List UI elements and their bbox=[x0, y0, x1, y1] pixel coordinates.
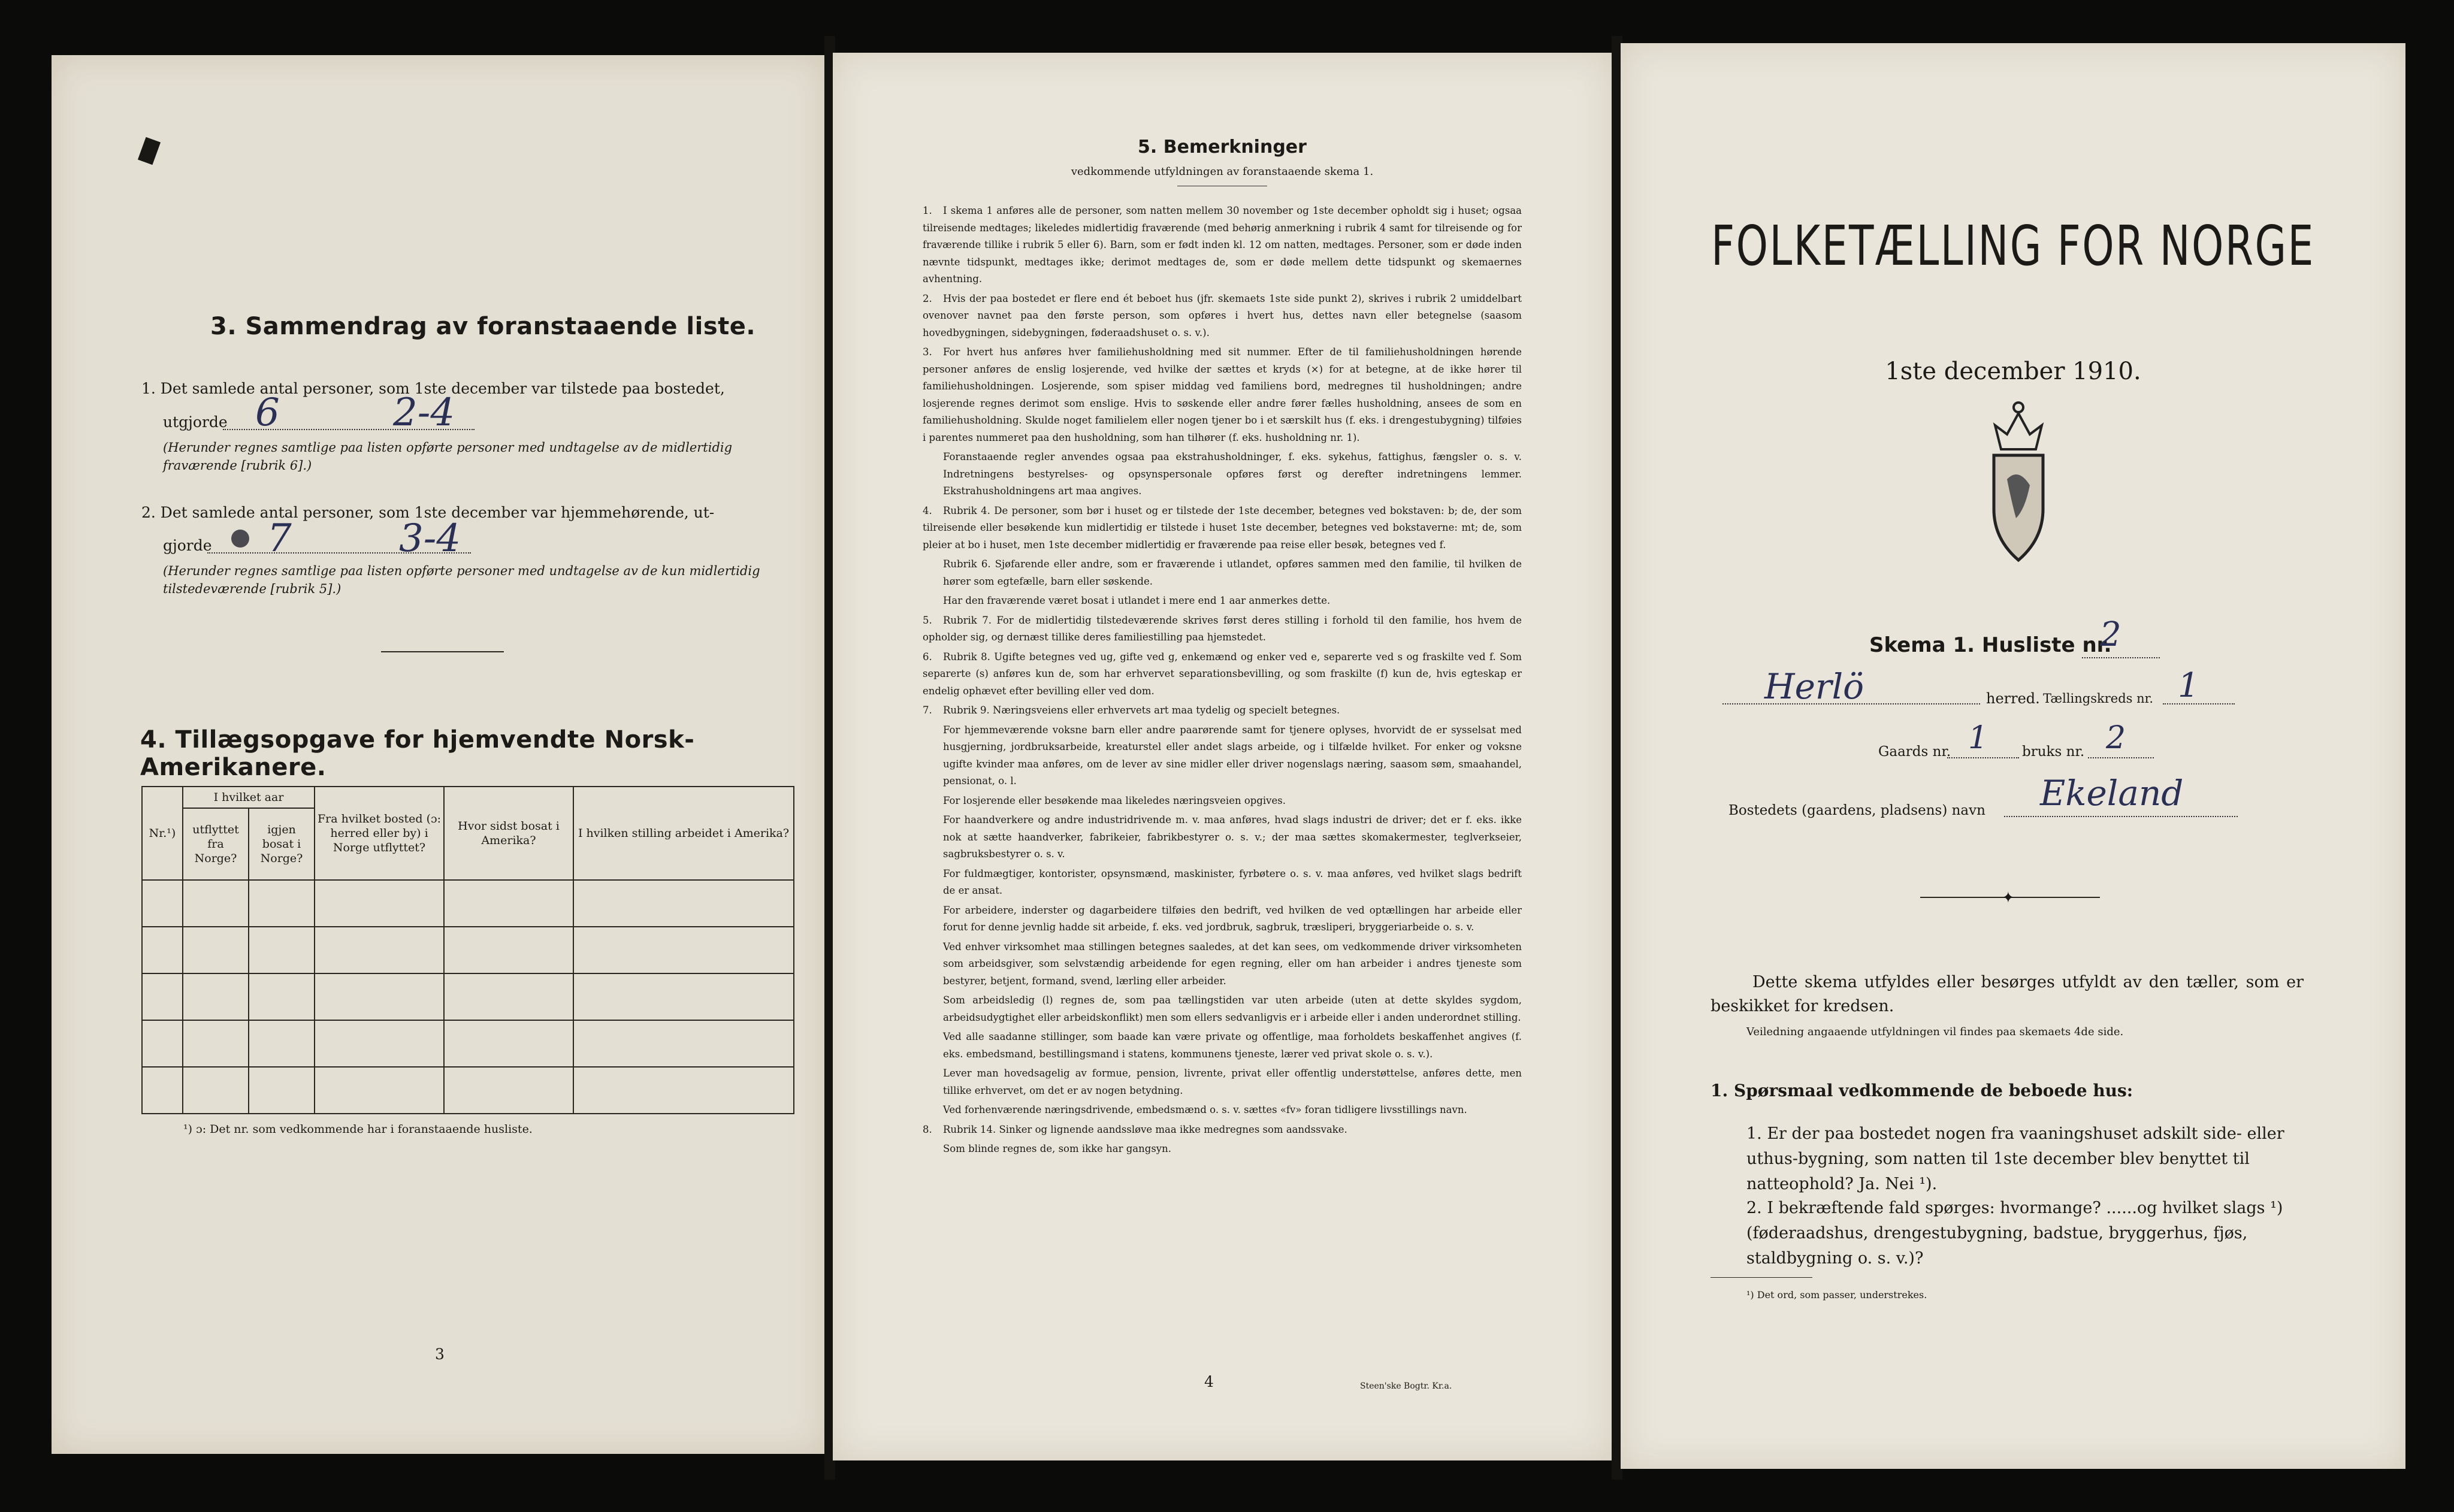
bemerkninger-subtitle: vedkommende utfyldningen av foranstaaende skema 1. bbox=[1071, 165, 1374, 178]
bosted-line bbox=[2004, 816, 2238, 817]
bemerkninger-list bbox=[923, 202, 1522, 1160]
col-stilling: I hvilken stilling arbeidet i Amerika? bbox=[573, 787, 794, 880]
paragraph-text: Ved enhver virksomhet maa stillingen betegnes saaledes, at det kan sees, om vedkommende driver virksomheten som arbeidsgiver, som selvstændig arbeidende for egen regning, eller om han arbeider i andres tjeneste som bestyrer, betjent, formand, svend, lærling eller arbeider. bbox=[943, 941, 1522, 987]
bemerkninger-title: 5. Bemerkninger bbox=[1138, 137, 1307, 158]
page-4 bbox=[833, 53, 1612, 1460]
paragraph-text: Ved forhenværende næringsdrivende, embedsmænd o. s. v. sættes «fv» foran tidligere livsstillings navn. bbox=[943, 1104, 1467, 1115]
divider bbox=[381, 651, 504, 652]
item2-text: 2. Det samlede antal personer, som 1ste december var hjemmehørende, ut- bbox=[141, 504, 715, 521]
paragraph-text: For haandverkere og andre industridrivende m. v. maa anføres, hvad slags industri de driver; det er f. eks. ikke nok at sætte haandverker, fabrikeier, fabrikbestyrer o. s. v.; der maa sættes skomakermester, teglverkseier, sagbruksbestyrer o. s. v. bbox=[943, 814, 1522, 860]
item1-hand-value2: 2-4 bbox=[393, 391, 455, 435]
table-row bbox=[142, 880, 794, 927]
col-utflyttet: utflyttet fra Norge? bbox=[183, 808, 249, 880]
intro-text: Dette skema utfyldes eller besørges utfyldt av den tæller, som er beskikket for kredsen. bbox=[1710, 973, 2304, 1015]
paragraph-text: For hjemmeværende voksne barn eller andre paarørende samt for tjenere oplyses, hvorvidt de er sysselsat med husgjerning, jordbruksarbeide, kreaturstel eller andet slags arbeide, og i tilfælde hvilket. For enker og voksne ugifte kvinder maa anføres, om de lever av sine midler eller driver nogenslags næring, saasom søm, smaahandel, pensionat, o. l. bbox=[943, 724, 1522, 787]
paragraph-number: 8. bbox=[923, 1123, 932, 1135]
gaards-hand: 1 bbox=[1968, 720, 1988, 756]
paragraph-text: Som arbeidsledig (l) regnes de, som paa tællingstiden var uten arbeide (uten at dette skyldes sygdom, arbeidsudygtighet eller arbeidskonflikt) men som ellers sedvanligvis er i arbeide eller i anden underordnet stilling. bbox=[943, 994, 1522, 1023]
paragraph-text: Rubrik 6. Sjøfarende eller andre, som er fraværende i utlandet, opføres sammen med den familie, til hvilken de hører som egtefælle, barn eller søskende. bbox=[943, 558, 1522, 587]
paragraph-number: 3. bbox=[923, 346, 932, 358]
intro-note: Veiledning angaaende utfyldningen vil findes paa skemaets 4de side. bbox=[1746, 1026, 2124, 1038]
col-hvor: Hvor sidst bosat i Amerika? bbox=[444, 787, 573, 880]
bemerkning-paragraph bbox=[923, 722, 1522, 790]
table-row bbox=[142, 1020, 794, 1067]
coat-of-arms-icon bbox=[1983, 389, 2054, 569]
paragraph-text: Har den fraværende været bosat i utlandet i mere end 1 aar anmerkes dette. bbox=[943, 595, 1331, 606]
paragraph-text: For losjerende eller besøkende maa likeledes næringsveien opgives. bbox=[943, 794, 1286, 806]
bemerkning-paragraph bbox=[923, 1141, 1522, 1158]
bemerkning-paragraph bbox=[923, 793, 1522, 810]
paragraph-text: Foranstaaende regler anvendes ogsaa paa ekstrahusholdninger, f. eks. sykehus, fattighus, fængsler o. s. v. Indretningens bestyrelses- og opsynspersonale opføres først og derefter indretningens lemmer. Ekstrahusholdningens art maa angives. bbox=[943, 451, 1522, 497]
item2-hand-value2: 3-4 bbox=[399, 516, 461, 561]
herred-label: herred. bbox=[1986, 690, 2040, 707]
bemerkning-paragraph bbox=[923, 503, 1522, 554]
page1-footnote: ¹) Det ord, som passer, understrekes. bbox=[1746, 1289, 1927, 1301]
question-1: 1. Er der paa bostedet nogen fra vaaningshuset adskilt side- eller uthus-bygning, som natten til 1ste december blev benyttet til natteophold? Ja. Nei ¹). bbox=[1746, 1124, 2284, 1193]
form-date: 1ste december 1910. bbox=[1885, 358, 2141, 385]
paragraph-text: Som blinde regnes de, som ikke har gangsyn. bbox=[943, 1143, 1171, 1154]
bemerkning-paragraph bbox=[923, 1065, 1522, 1099]
item1-text: 1. Det samlede antal personer, som 1ste december var tilstede paa bostedet, bbox=[141, 380, 725, 397]
table-row bbox=[142, 927, 794, 973]
item1-hand-value: 6 bbox=[255, 391, 280, 435]
col-group: I hvilket aar bbox=[183, 787, 315, 808]
col-fra: Fra hvilket bosted (ɔ: herred eller by) i Norge utflyttet? bbox=[315, 787, 444, 880]
item1-note: (Herunder regnes samtlige paa listen opførte personer med undtagelse av de midlertidig fraværende [rubrik 6].) bbox=[163, 440, 733, 473]
paragraph-text: I skema 1 anføres alle de personer, som natten mellem 30 november og 1ste december opholdt sig i huset; ogsaa tilreisende medtages; likeledes midlertidig fraværende (med behørig anmerkning i rubrik 4 samt for tilreisende og for fraværende tillike i rubrik 5 eller 6). Barn, som er født inden kl. 12 om natten, medtages. Personer, som er døde inden nævnte tidspunkt, medtages ikke; derimot medtages de, som er døde mellem dette tidspunkt og skemaernes avhentning. bbox=[923, 205, 1522, 285]
bemerkning-paragraph bbox=[923, 1121, 1522, 1139]
bemerkning-paragraph bbox=[923, 202, 1522, 288]
table-row bbox=[142, 973, 794, 1020]
page-1 bbox=[1621, 43, 2405, 1469]
bemerkning-paragraph bbox=[923, 866, 1522, 900]
paragraph-number: 4. bbox=[923, 504, 932, 516]
ink-blot bbox=[231, 530, 249, 548]
punch-mark bbox=[138, 137, 161, 165]
item2-note: (Herunder regnes samtlige paa listen opførte personer med undtagelse av de kun midlertidig tilstedeværende [rubrik 5].) bbox=[163, 564, 760, 596]
bemerkning-paragraph bbox=[923, 812, 1522, 863]
skema-label: Skema 1. Husliste nr. bbox=[1869, 633, 2112, 657]
ornament-icon: ✦ bbox=[2002, 889, 2015, 907]
section4-title: 4. Tillægsopgave for hjemvendte Norsk-Amerikanere. bbox=[140, 726, 695, 781]
item1-utgjorde: utgjorde bbox=[163, 413, 228, 431]
krets-hand: 1 bbox=[2178, 666, 2199, 705]
husliste-hand: 2 bbox=[2100, 615, 2121, 654]
question-2: 2. I bekræftende fald spørges: hvormange? ......og hvilket slags ¹) (føderaadshus, drengestubygning, badstue, bryggerhus, fjøs, staldbygning o. s. v.)? bbox=[1746, 1199, 2283, 1268]
page-3 bbox=[52, 55, 824, 1454]
paragraph-number: 7. bbox=[923, 704, 932, 716]
herred-hand: Herlö bbox=[1764, 666, 1864, 707]
table-footnote: ¹) ɔ: Det nr. som vedkommende har i foranstaaende husliste. bbox=[183, 1123, 533, 1136]
paragraph-text: Rubrik 7. For de midlertidig tilstedeværende skrives først deres stilling i forhold til den familie, hos hvem de opholder sig, og dernæst tillike deres familiestilling paa hjemstedet. bbox=[923, 614, 1522, 643]
section3-title: 3. Sammendrag av foranstaaende liste. bbox=[210, 313, 756, 340]
bemerkning-paragraph bbox=[923, 291, 1522, 342]
item2-hand-value: 7 bbox=[267, 516, 292, 561]
bemerkning-paragraph bbox=[923, 612, 1522, 646]
bemerkning-paragraph bbox=[923, 649, 1522, 700]
col-nr: Nr.¹) bbox=[142, 787, 183, 880]
bemerkning-paragraph bbox=[923, 702, 1522, 719]
paragraph-number: 6. bbox=[923, 651, 932, 663]
paragraph-text: For arbeidere, inderster og dagarbeidere tilføies den bedrift, ved hvilken de ved optællingen har arbeide eller forut for denne jevnlig hadde sit arbeide, f. eks. ved jordbruk, sagbruk, træsliperi, bryggeriarbeide o. s. v. bbox=[943, 904, 1522, 933]
paragraph-text: Lever man hovedsagelig av formue, pension, livrente, privat eller offentlig understøttelse, anføres dette, men tillike erhvervet, om det er av nogen betydning. bbox=[943, 1068, 1522, 1096]
bruks-line bbox=[2088, 757, 2154, 758]
paragraph-text: Rubrik 9. Næringsveiens eller erhvervets art maa tydelig og specielt betegnes. bbox=[943, 704, 1340, 716]
bosted-hand: Ekeland bbox=[2040, 773, 2184, 814]
paragraph-text: Rubrik 8. Ugifte betegnes ved ug, gifte ved g, enkemænd og enker ved e, separerte ved s og fraskilte ved f. Som separerte (s) anføres kun de, som har erhvervet separationsbevilling, og som fraskilte (f) kun de, hvis egteskap er endelig ophævet efter bevilling eller ved dom. bbox=[923, 651, 1522, 697]
bemerkning-paragraph bbox=[923, 449, 1522, 500]
bemerkning-paragraph bbox=[923, 1102, 1522, 1119]
paragraph-text: Hvis der paa bostedet er flere end ét beboet hus (jfr. skemaets 1ste side punkt 2), skrives i rubrik 2 umiddelbart ovenover navnet paa den første person, som opføres i hvert hus, dettes navn eller betegnelse (saasom hovedbygningen, sidebygningen, føderaadshuset o. s. v.). bbox=[923, 292, 1522, 338]
bemerkning-paragraph bbox=[923, 939, 1522, 990]
gaards-line bbox=[1947, 757, 2019, 758]
paragraph-text: Rubrik 14. Sinker og lignende aandssløve maa ikke medregnes som aandssvake. bbox=[943, 1123, 1347, 1135]
table-row bbox=[142, 1067, 794, 1114]
bemerkning-paragraph bbox=[923, 344, 1522, 446]
bemerkning-paragraph bbox=[923, 992, 1522, 1026]
paragraph-number: 5. bbox=[923, 614, 932, 626]
paragraph-text: Ved alle saadanne stillinger, som baade kan være private og offentlige, maa forholdets beskaffenhet angives (f. eks. embedsmand, bestillingsmand i statens, kommunens tjeneste, lærer ved privat skole o. s. v.). bbox=[943, 1031, 1522, 1060]
footnote-rule bbox=[1710, 1277, 1812, 1278]
paragraph-text: For hvert hus anføres hver familiehusholdning med sit nummer. Efter de til familiehusholdningen hørende personer anføres de enslig losjerende, ved hvilke der sættes et kryds (×) for at betegne, at de ikke hører til familiehusholdningen. Losjerende, som spiser middag ved familiens bord, medregnes til husholdningen; andre losjerende regnes derimot som enslige. Hvis to søskende eller andre fører fælles husholdning, ansees de som en familiehusholdning. Skulde noget familielem eller nogen tjener bo i et særskilt hus (f. eks. i drengestubygning) tilføies i parentes nummeret paa den husholdning, som han tilhører (f. eks. husholdning nr. 1). bbox=[923, 346, 1522, 443]
bruks-hand: 2 bbox=[2106, 720, 2126, 756]
question-title: 1. Spørsmaal vedkommende de beboede hus: bbox=[1710, 1081, 2133, 1100]
paragraph-number: 2. bbox=[923, 292, 932, 304]
bruks-label: bruks nr. bbox=[2022, 744, 2085, 760]
page-number: 4 bbox=[1204, 1373, 1214, 1390]
page-number: 3 bbox=[435, 1345, 445, 1363]
krets-label: Tællingskreds nr. bbox=[2043, 691, 2154, 706]
gaards-label: Gaards nr. bbox=[1878, 744, 1951, 760]
paragraph-number: 1. bbox=[923, 205, 932, 216]
norsk-amerikanere-table bbox=[141, 786, 794, 1114]
printer-imprint: Steen'ske Bogtr. Kr.a. bbox=[1360, 1381, 1452, 1391]
form-title: FOLKETÆLLING FOR NORGE bbox=[1711, 214, 2315, 278]
item2-gjorde: gjorde bbox=[163, 537, 212, 554]
paragraph-text: Rubrik 4. De personer, som bør i huset og er tilstede der 1ste december, betegnes ved bokstaven: b; de, der som tilreisende eller besøkende kun midlertidig er tilstede i huset 1ste december, betegnes ved bokstaverne: mt; de, som pleier at bo i huset, men 1ste december midlertidig er fraværende paa reise eller besøk, betegnes ved f. bbox=[923, 504, 1522, 551]
bemerkning-paragraph bbox=[923, 1029, 1522, 1063]
bemerkning-paragraph bbox=[923, 556, 1522, 590]
col-igjen: igjen bosat i Norge? bbox=[249, 808, 315, 880]
bosted-label: Bostedets (gaardens, pladsens) navn bbox=[1728, 803, 1985, 818]
paragraph-text: For fuldmægtiger, kontorister, opsynsmænd, maskinister, fyrbøtere o. s. v. maa anføres, ved hvilket slags bedrift de er ansat. bbox=[943, 867, 1522, 896]
bemerkning-paragraph bbox=[923, 902, 1522, 936]
bemerkning-paragraph bbox=[923, 592, 1522, 610]
husliste-line bbox=[2082, 657, 2160, 658]
